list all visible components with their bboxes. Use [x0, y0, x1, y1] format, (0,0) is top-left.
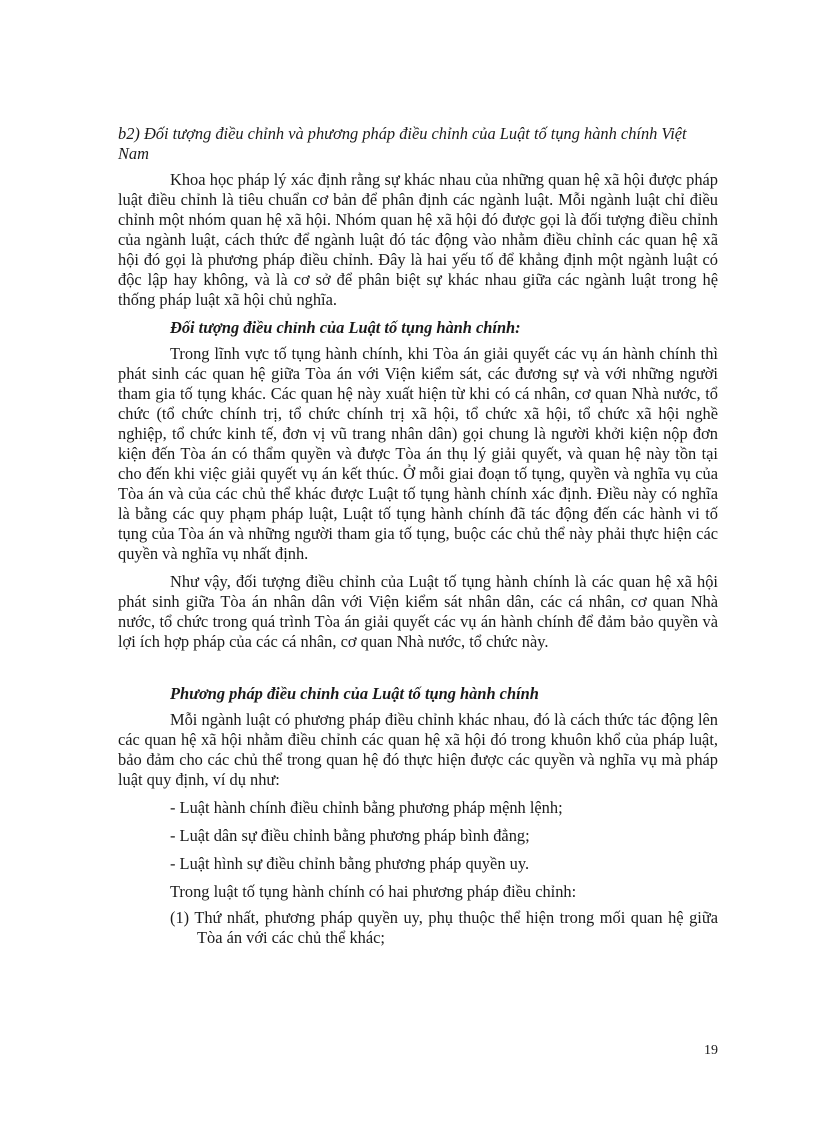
list-item: - Luật hành chính điều chỉnh bằng phương pháp mệnh lệnh;: [170, 798, 563, 817]
section2-paragraph-2: Trong luật tố tụng hành chính có hai phương pháp điều chỉnh:: [170, 882, 577, 901]
section2-title: Phương pháp điều chỉnh của Luật tố tụng hành chính: [170, 684, 539, 703]
section2-paragraph-1: Mỗi ngành luật có phương pháp điều chỉnh khác nhau, đó là cách thức tác động lên các quan hệ xã hội nhằm điều chỉnh các quan hệ xã hội đó trong khuôn khổ của pháp luật, bảo đảm cho các chủ thể trong quan hệ đó thực hiện được các quyền và nghĩa vụ mà pháp luật quy định, ví dụ như:: [118, 710, 718, 789]
list-item: - Luật dân sự điều chỉnh bằng phương pháp bình đẳng;: [170, 826, 530, 845]
section1-paragraph-1: Trong lĩnh vực tố tụng hành chính, khi Tòa án giải quyết các vụ án hành chính thì phát sinh các quan hệ giữa Tòa án với Viện kiểm sát, các đương sự và với những người tham gia tố tụng khác. Các quan hệ này xuất hiện từ khi có cá nhân, cơ quan Nhà nước, tổ chức (tổ chức chính trị, tổ chức chính trị xã hội, tổ chức xã hội, tổ chức xã hội nghề nghiệp, tổ chức kinh tế, đơn vị vũ trang nhân dân) gọi chung là người khởi kiện nộp đơn kiện đến Tòa án có thẩm quyền và được Tòa án thụ lý giải quyết, và quan hệ này tồn tại cho đến khi việc giải quyết vụ án kết thúc. Ở mỗi giai đoạn tố tụng, quyền và nghĩa vụ của Tòa án và của các chủ thể khác được Luật tố tụng hành chính xác định. Điều này có nghĩa là bằng các quy phạm pháp luật, Luật tố tụng hành chính đã tác động đến các hành vi tố tụng của Tòa án và những người tham gia tố tụng, buộc các chủ thể này phải thực hiện các quyền và nghĩa vụ nhất định.: [118, 344, 718, 563]
section1-title: Đối tượng điều chỉnh của Luật tố tụng hành chính:: [170, 318, 521, 337]
numbered-item: (1) Thứ nhất, phương pháp quyền uy, phụ thuộc thể hiện trong mối quan hệ giữa Tòa án với các chủ thể khác;: [170, 908, 718, 947]
document-page: [118, 124, 718, 954]
page-number: 19: [704, 1043, 718, 1058]
section1-paragraph-2: Như vậy, đối tượng điều chỉnh của Luật tố tụng hành chính là các quan hệ xã hội phát sinh giữa Tòa án nhân dân với Viện kiểm sát nhân dân, các cá nhân, cơ quan Nhà nước, tổ chức trong quá trình Tòa án giải quyết các vụ án hành chính để đảm bảo quyền và lợi ích hợp pháp của các cá nhân, cơ quan Nhà nước, tổ chức này.: [118, 572, 718, 651]
intro-paragraph: Khoa học pháp lý xác định rằng sự khác nhau của những quan hệ xã hội được pháp luật điều chỉnh là tiêu chuẩn cơ bản để phân định các ngành luật. Mỗi ngành luật chỉ điều chỉnh một nhóm quan hệ xã hội. Nhóm quan hệ xã hội đó được gọi là đối tượng điều chỉnh của ngành luật, cách thức để ngành luật đó tác động vào nhằm điều chỉnh các quan hệ xã hội đó gọi là phương pháp điều chỉnh. Đây là hai yếu tố để khẳng định một ngành luật có độc lập hay không, và là cơ sở để phân biệt sự khác nhau giữa các ngành luật trong hệ thống pháp luật xã hội chủ nghĩa.: [118, 170, 718, 309]
section-heading: b2) Đối tượng điều chỉnh và phương pháp điều chỉnh của Luật tố tụng hành chính Việt Nam: [118, 124, 687, 163]
list-item: - Luật hình sự điều chỉnh bằng phương pháp quyền uy.: [170, 854, 530, 873]
